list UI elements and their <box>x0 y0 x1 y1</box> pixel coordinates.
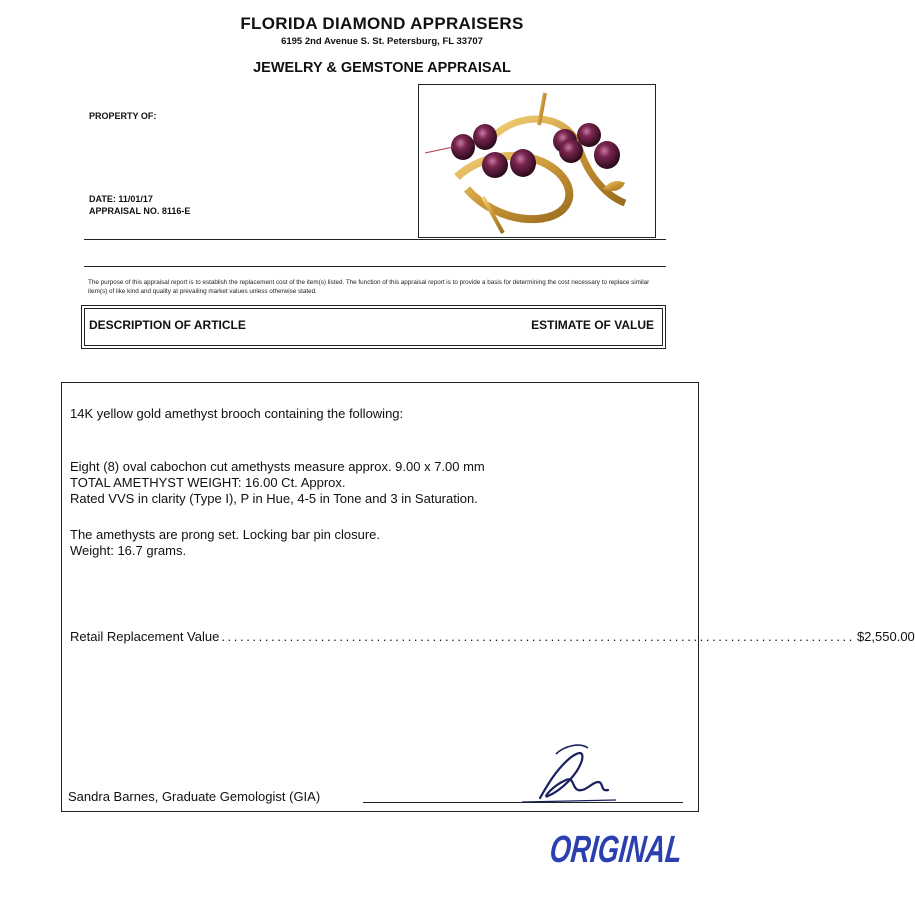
item-setting: The amethysts are prong set. Locking bar pin closure. <box>70 527 380 542</box>
signature-mark <box>512 738 622 806</box>
retail-value-amount: $2,550.00 <box>856 629 915 644</box>
appraisal-no-label: APPRAISAL NO. <box>89 206 160 216</box>
date-row <box>89 194 153 204</box>
item-grade: Rated VVS in clarity (Type I), P in Hue, 4-5 in Tone and 3 in Saturation. <box>70 491 478 506</box>
appraisal-no-row <box>89 206 190 216</box>
item-photo <box>418 84 656 238</box>
item-intro: 14K yellow gold amethyst brooch containing the following: <box>70 406 404 421</box>
item-gram-weight: Weight: 16.7 grams. <box>70 543 187 558</box>
company-name: FLORIDA DIAMOND APPRAISERS <box>240 14 524 33</box>
property-of-label: PROPERTY OF: <box>89 111 157 121</box>
appraisal-no-value: 8116-E <box>161 206 191 216</box>
dot-leader <box>219 629 857 644</box>
item-stones: Eight (8) oval cabochon cut amethysts measure approx. 9.00 x 7.00 mm <box>70 459 485 474</box>
appraiser-name: Sandra Barnes, Graduate Gemologist (GIA) <box>68 789 321 804</box>
date-value: 11/01/17 <box>118 194 153 204</box>
original-stamp <box>547 822 738 871</box>
description-header: DESCRIPTION OF ARTICLE <box>89 318 246 332</box>
purpose-statement: The purpose of this appraisal report is to establish the replacement cost of the item(s) listed. The function of this appraisal report is to provide a basis for determining the cost necessary to replace similar item(s) of like kind and quality at prevailing market values unless otherwise stated. <box>88 279 650 295</box>
estimate-header: ESTIMATE OF VALUE <box>531 318 654 332</box>
retail-value-row <box>70 629 915 644</box>
rule-middle <box>84 266 666 267</box>
stamp-text: ORIGINAL <box>547 829 738 871</box>
retail-value-label: Retail Replacement Value <box>70 629 220 644</box>
company-address: 6195 2nd Avenue S. St. Petersburg, FL 33707 <box>281 36 483 47</box>
rule-top <box>84 239 666 240</box>
date-label: DATE: <box>89 194 116 204</box>
brooch-photo <box>419 85 655 237</box>
document-title: JEWELRY & GEMSTONE APPRAISAL <box>253 60 511 76</box>
item-total-weight: TOTAL AMETHYST WEIGHT: 16.00 Ct. Approx. <box>70 475 346 490</box>
